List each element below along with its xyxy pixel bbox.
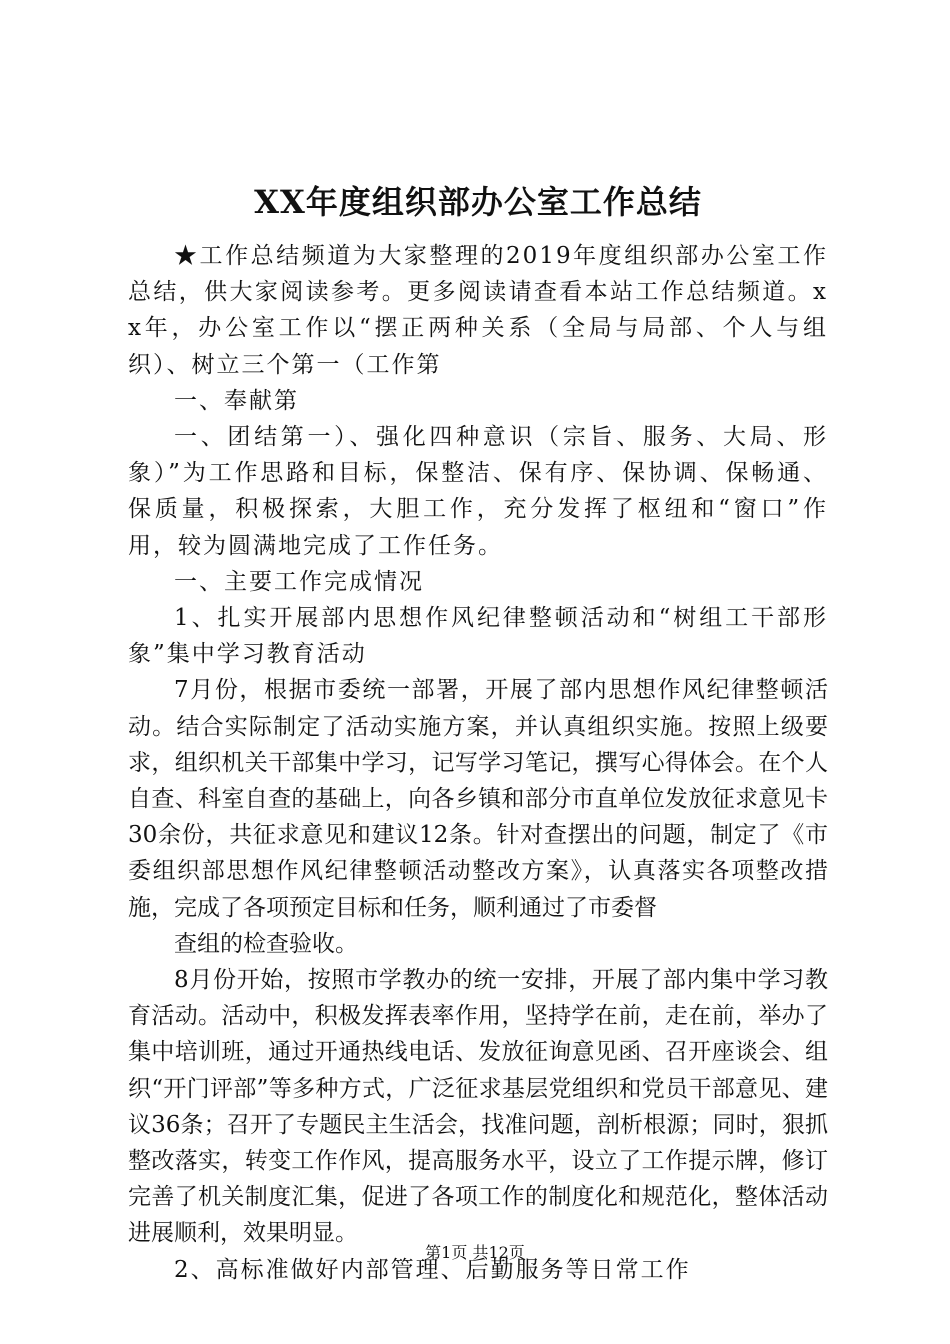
paragraph-work-approach: 一、团结第一）、强化四种意识（宗旨、服务、大局、形象）”为工作思路和目标，保整洁、保有序、保协调、保畅通、保质量，积极探索，大胆工作，充分发挥了枢纽和“窗口”作用，较为圆满地完成了工作任务。 xyxy=(128,424,828,559)
paragraph-fragment: 一、奉献第 xyxy=(174,387,299,414)
subheading-internal-management: 2、高标准做好内部管理、后勤服务等日常工作 xyxy=(174,1256,691,1283)
subheading-rectification: 1、扎实开展部内思想作风纪律整顿活动和“树组工干部形象”集中学习教育活动 xyxy=(128,605,828,668)
paragraph-intro: ★工作总结频道为大家整理的2019年度组织部办公室工作总结，供大家阅读参考。更多阅读请查看本站工作总结频道。xx年，办公室工作以“摆正两种关系（全局与局部、个人与组织）、树立三个第一（工作第 xyxy=(128,243,828,378)
document-page xyxy=(128,180,828,1288)
paragraph-inspection: 查组的检查验收。 xyxy=(174,930,358,957)
document-title: XX年度组织部办公室工作总结 xyxy=(254,183,702,221)
paragraph-july-campaign: 7月份，根据市委统一部署，开展了部内思想作风纪律整顿活动。结合实际制定了活动实施方案，并认真组织实施。按照上级要求，组织机关干部集中学习，记写学习笔记，撰写心得体会。在个人自查、科室自查的基础上，向各乡镇和部分市直单位发放征求意见卡30余份，共征求意见和建议12条。针对查摆出的问题，制定了《市委组织部思想作风纪律整顿活动整改方案》，认真落实各项整改措施，完成了各项预定目标和任务，顺利通过了市委督 xyxy=(128,677,828,921)
paragraph-august-study: 8月份开始，按照市学教办的统一安排，开展了部内集中学习教育活动。活动中，积极发挥表率作用，坚持学在前，走在前，举办了集中培训班，通过开通热线电话、发放征询意见函、召开座谈会、组织“开门评部”等多种方式，广泛征求基层党组织和党员干部意见、建议36条；召开了专题民主生活会，找准问题，剖析根源；同时，狠抓整改落实，转变工作作风，提高服务水平，设立了工作提示牌，修订完善了机关制度汇集，促进了各项工作的制度化和规范化，整体活动进展顺利，效果明显。 xyxy=(128,967,828,1247)
page-footer: 第1页 共12页 xyxy=(425,1243,525,1262)
section-heading-main-work: 一、主要工作完成情况 xyxy=(174,568,424,595)
